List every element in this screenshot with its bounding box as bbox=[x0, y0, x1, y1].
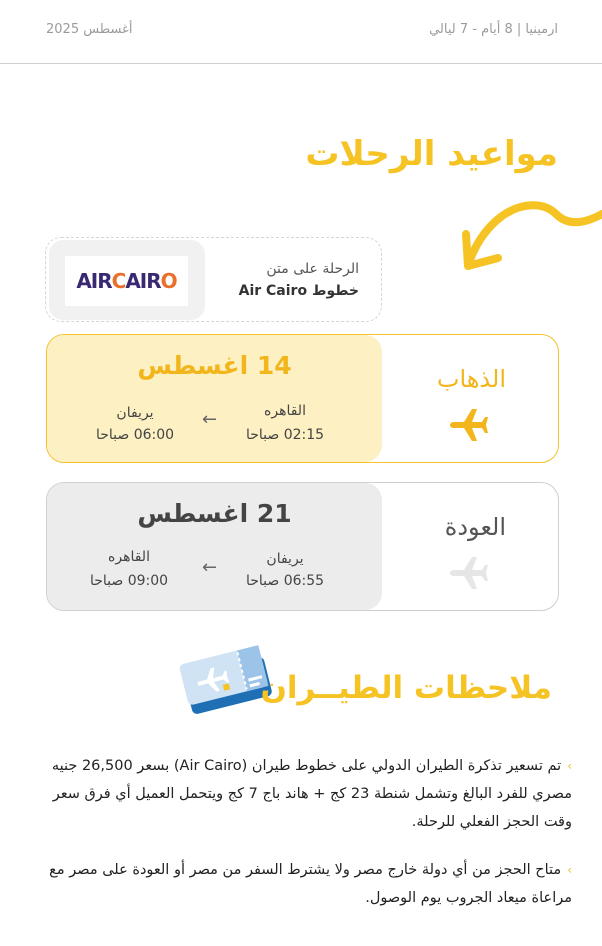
airline-name: خطوط Air Cairo bbox=[238, 283, 359, 299]
note-item: ›متاح الحجز من أي دولة خارج مصر ولا يشترط السفر من مصر أو العودة على مصر مع مراعاة ميعاد الجروب يوم الوصول. bbox=[49, 862, 572, 906]
airline-label: الرحلة على متن bbox=[266, 261, 359, 277]
return-label: العودة bbox=[444, 513, 506, 541]
notes-title: ملاحظات الطيــران bbox=[260, 670, 552, 706]
return-flight-card bbox=[46, 482, 559, 611]
outbound-from-city: القاهره bbox=[264, 403, 306, 419]
airplane-icon bbox=[448, 555, 488, 591]
page-header bbox=[0, 0, 602, 64]
outbound-flight-card bbox=[46, 334, 559, 463]
return-to-time: 09:00 صباحا bbox=[89, 573, 169, 589]
air-cairo-logo: AIRCAIRO bbox=[65, 256, 188, 306]
airline-logo-box bbox=[49, 240, 205, 320]
outbound-to-time: 06:00 صباحا bbox=[95, 427, 175, 443]
return-date: 21 اغسطس bbox=[137, 499, 292, 528]
note-item: ›تم تسعير تذكرة الطيران الدولي على خطوط طيران (Air Cairo) بسعر 26,500 جنيه مصري للفرد البالغ وتشمل شنطة 23 كج + هاند باج 7 كج ويتحمل العميل أي فرق سعر وقت الحجز الفعلي للرحلة. bbox=[51, 758, 572, 830]
return-to-city: القاهره bbox=[108, 549, 150, 565]
curly-arrow-icon bbox=[456, 196, 602, 288]
outbound-from-time: 02:15 صباحا bbox=[245, 427, 325, 443]
trip-date: أغسطس 2025 bbox=[46, 22, 133, 37]
outbound-label: الذهاب bbox=[436, 365, 506, 393]
outbound-date: 14 اغسطس bbox=[137, 351, 292, 380]
trip-summary: ارمينيا | 8 أيام - 7 ليالي bbox=[429, 22, 558, 37]
outbound-details bbox=[47, 335, 382, 462]
return-details bbox=[47, 483, 382, 610]
outbound-to-city: يريفان bbox=[116, 405, 154, 421]
page-title: مواعيد الرحلات bbox=[305, 134, 558, 174]
route-arrow-icon: ← bbox=[202, 557, 218, 578]
airline-card bbox=[45, 237, 382, 322]
airplane-icon bbox=[448, 407, 488, 443]
return-from-city: يريفان bbox=[266, 551, 304, 567]
notes-list bbox=[32, 752, 572, 932]
return-from-time: 06:55 صباحا bbox=[245, 573, 325, 589]
route-arrow-icon: ← bbox=[202, 409, 218, 430]
